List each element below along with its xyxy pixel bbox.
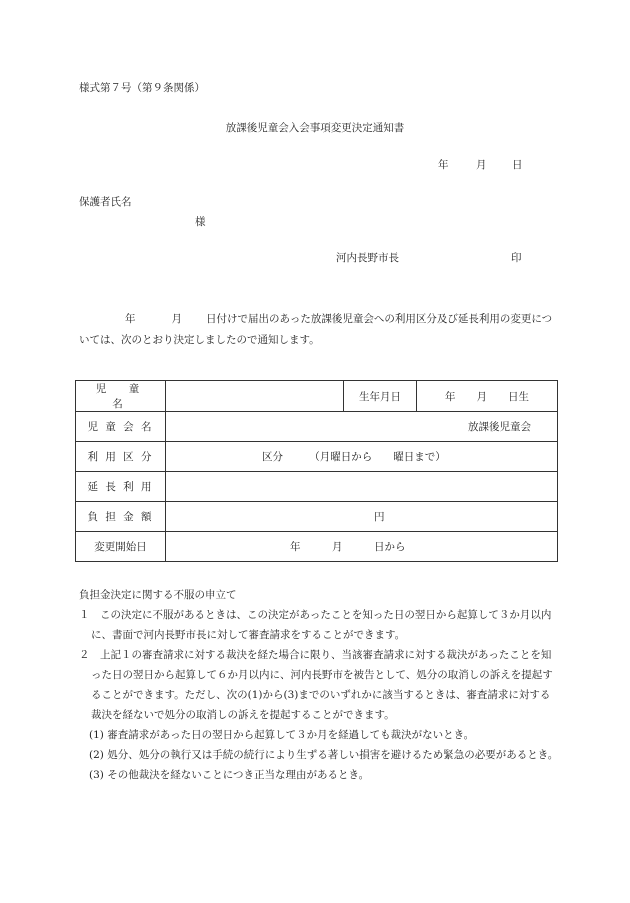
table-row	[76, 502, 558, 532]
date-year: 年	[438, 159, 449, 171]
date-day: 日	[512, 159, 523, 171]
notes-sub-3: (3) その他裁決を経ないことにつき正当な理由があるとき。	[89, 769, 370, 781]
notes-sub-1: (1) 審査請求があった日の翌日から起算して３か月を経過しても裁決がないとき。	[89, 729, 475, 741]
issuer: 河内長野市長	[336, 252, 399, 264]
table-row	[76, 532, 558, 562]
child-name-label: 児 童 名	[76, 381, 166, 412]
notes-sub-2: (2) 処分、処分の執行又は手続の続行により生ずる著しい損害を避けるため緊急の必要があるとき。	[89, 749, 559, 761]
child-name-value	[166, 381, 344, 412]
table-row	[76, 412, 558, 442]
document-title: 放課後児童会入会事項変更決定通知書	[225, 122, 405, 134]
intro-paragraph	[79, 309, 554, 351]
intro-year: 年	[125, 313, 136, 325]
details-table	[75, 380, 558, 562]
table-row	[76, 381, 558, 412]
category-label: 利 用 区 分	[76, 442, 166, 472]
fee-label: 負 担 金 額	[76, 502, 166, 532]
club-label: 児 童 会 名	[76, 412, 166, 442]
table-row	[76, 442, 558, 472]
seal-mark: 印	[511, 252, 522, 264]
intro-text: 日付けで届出のあった放課後児童会への利用区分及び延長利用の変更については、次のとおり決定しましたので通知します。	[79, 313, 553, 346]
category-value: 区分 （月曜日から 曜日まで）	[166, 442, 558, 472]
appeal-notes	[79, 585, 559, 785]
start-value: 年 月 日から	[166, 532, 558, 562]
start-label: 変更開始日	[76, 532, 166, 562]
date-month: 月	[476, 159, 487, 171]
notes-item-2: ２ 上記１の審査請求に対する裁決を経た場合に限り、当該審査請求に対する裁決があったことを知った日の翌日から起算して６か月以内に、河内長野市を被告として、処分の取消しの訴えを提起することができます。ただし、次の(1)から(3)までのいずれかに該当するときは、審査請求に対する裁決を経ないで処分の取消しの訴えを提起することができます。	[79, 649, 553, 721]
club-value: 放課後児童会	[166, 412, 558, 442]
birth-label: 生年月日	[344, 381, 417, 412]
intro-month: 月	[171, 313, 182, 325]
honorific: 様	[195, 216, 206, 228]
extension-value	[166, 472, 558, 502]
notes-heading: 負担金決定に関する不服の申立て	[79, 589, 237, 601]
fee-value: 円	[166, 502, 558, 532]
birth-value: 年 月 日生	[417, 381, 558, 412]
table-row	[76, 472, 558, 502]
form-number: 様式第７号（第９条関係）	[79, 82, 205, 94]
notes-item-1: １ この決定に不服があるときは、この決定があったことを知った日の翌日から起算して３か月以内に、書面で河内長野市長に対して審査請求をすることができます。	[79, 609, 552, 641]
guardian-label: 保護者氏名	[79, 196, 132, 208]
extension-label: 延 長 利 用	[76, 472, 166, 502]
